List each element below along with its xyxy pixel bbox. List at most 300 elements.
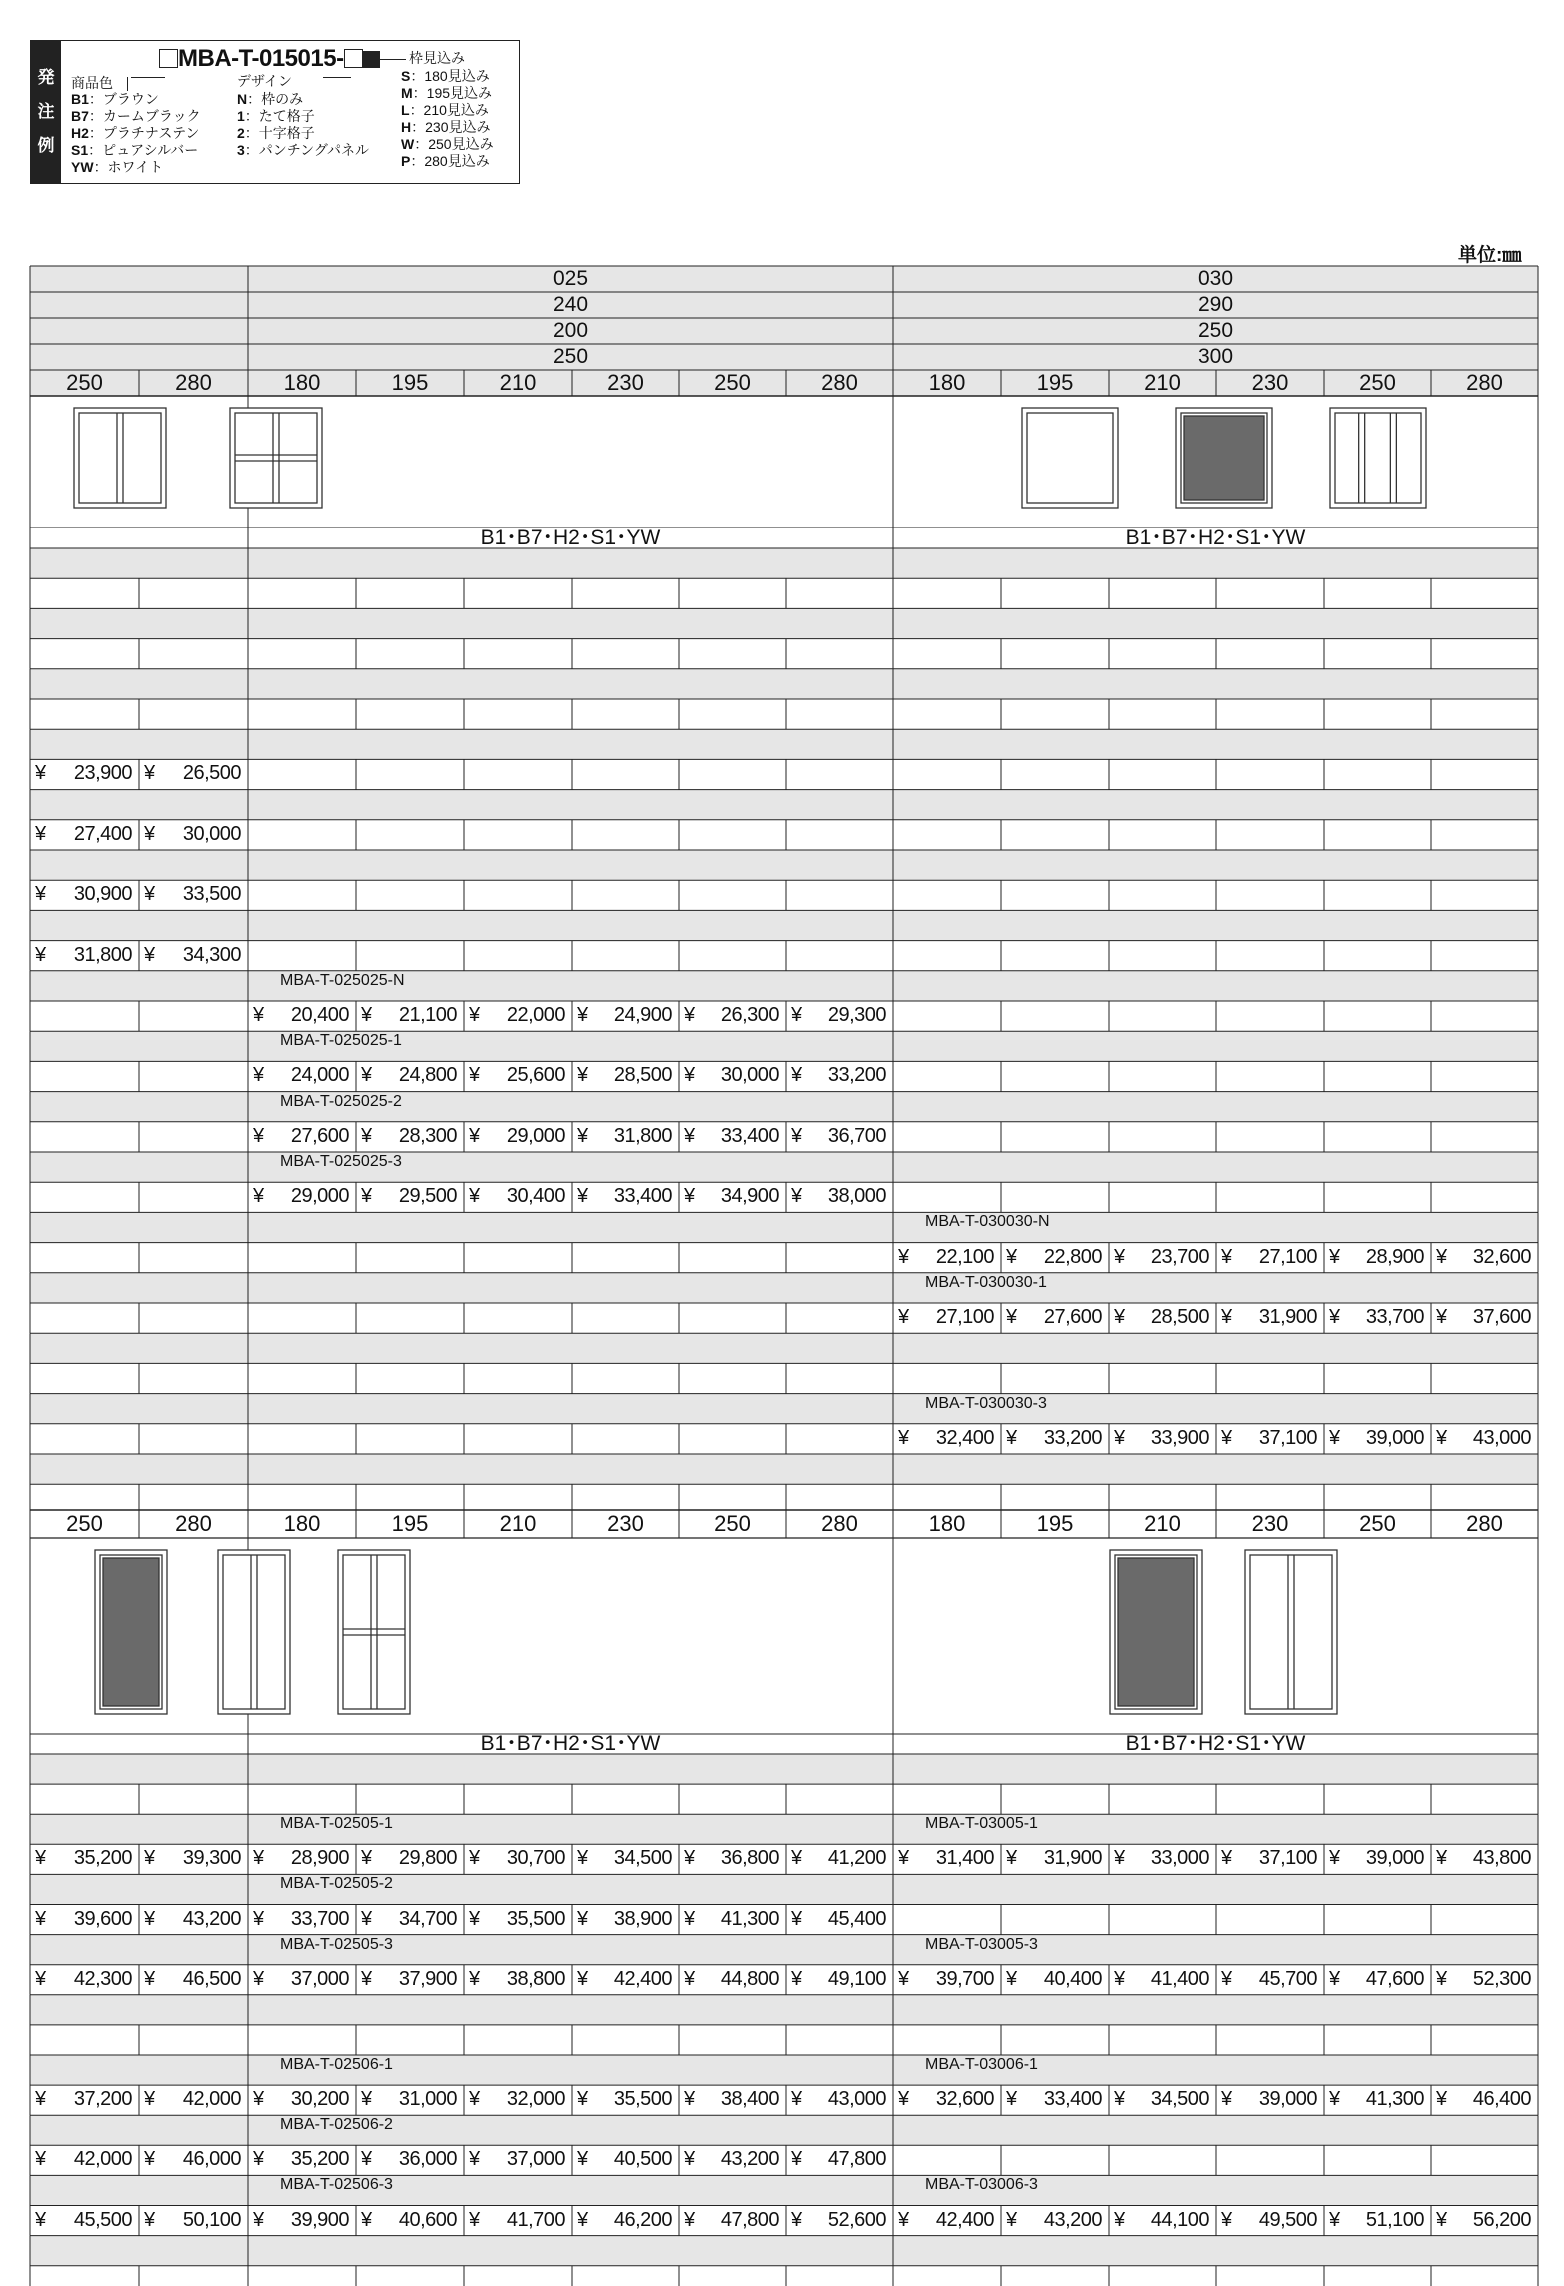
yen-symbol: ¥ (361, 1847, 373, 1870)
yen-symbol: ¥ (469, 1847, 481, 1870)
yen-symbol: ¥ (253, 1907, 265, 1930)
price-value: 42,000 (182, 2088, 241, 2111)
price-cell (356, 2209, 464, 2235)
model-code: MBA-T-030030-N (925, 1213, 1050, 1231)
price-value: 24,800 (398, 1064, 457, 1087)
price-value: 35,500 (506, 1907, 565, 1930)
price-value: 29,000 (506, 1124, 565, 1147)
depth-header-cell: 210 (499, 1511, 537, 1536)
price-value: 39,900 (290, 2208, 349, 2231)
price-cell (1001, 2209, 1109, 2235)
price-value: 40,400 (1043, 1967, 1102, 1990)
price-cell (1216, 1427, 1324, 1453)
price-cell (679, 2148, 786, 2174)
yen-symbol: ¥ (144, 822, 156, 845)
tab-char: 例 (37, 136, 55, 155)
price-cell (464, 2088, 572, 2114)
yen-symbol: ¥ (144, 1847, 156, 1870)
depth-header-cell: 210 (1144, 370, 1181, 395)
yen-symbol: ¥ (144, 2088, 156, 2111)
price-cell (1109, 1427, 1216, 1453)
price-value: 42,400 (613, 1967, 672, 1990)
model-code: MBA-T-030030-3 (925, 1394, 1047, 1412)
yen-symbol: ¥ (1436, 1306, 1448, 1328)
depth-header-cell: 250 (714, 370, 751, 395)
yen-symbol: ¥ (1221, 1306, 1233, 1328)
yen-symbol: ¥ (253, 2148, 265, 2171)
price-value: 22,100 (935, 1245, 994, 1268)
yen-symbol: ¥ (791, 1064, 803, 1087)
depth-header-cell: 180 (283, 370, 321, 395)
price-cell (139, 1908, 248, 1934)
price-cell (464, 2148, 572, 2174)
yen-symbol: ¥ (1221, 1967, 1233, 1990)
row-shade (30, 1995, 1538, 2025)
model-code: MBA-T-02506-2 (280, 2116, 393, 2134)
price-value: 41,300 (1365, 2088, 1424, 2111)
price-value: 41,200 (827, 1847, 886, 1870)
price-cell (248, 1185, 356, 1211)
price-value: 45,500 (73, 2208, 132, 2231)
price-cell (1001, 1427, 1109, 1453)
price-value: 49,100 (827, 1967, 886, 1990)
depth-header-cell: 250 (66, 370, 103, 395)
price-cell (679, 1064, 786, 1090)
depth-header-cell: 180 (283, 1511, 321, 1536)
price-value: 37,000 (506, 2148, 565, 2171)
price-value: 39,700 (935, 1967, 994, 1990)
yen-symbol: ¥ (1329, 1245, 1341, 1268)
yen-symbol: ¥ (253, 1004, 265, 1026)
yen-symbol: ¥ (1329, 1847, 1341, 1870)
depth-header-cell: 280 (821, 1511, 858, 1536)
price-value: 56,200 (1472, 2208, 1531, 2231)
yen-symbol: ¥ (253, 2208, 265, 2231)
yen-symbol: ¥ (361, 1124, 373, 1147)
price-value: 49,500 (1258, 2208, 1317, 2231)
price-cell (893, 1427, 1001, 1453)
price-value: 21,100 (398, 1004, 457, 1026)
legend-color-item: S1：ピュアシルバー (71, 142, 199, 158)
yen-symbol: ¥ (1114, 2088, 1126, 2111)
price-value: 37,600 (1472, 1306, 1531, 1328)
model-025 (280, 1093, 700, 1121)
price-value: 27,600 (290, 1124, 349, 1147)
price-cell (356, 1908, 464, 1934)
size-030-header-cell: 030 (1197, 267, 1234, 290)
legend-design-item: 1：たて格子 (237, 108, 315, 124)
price-cell (356, 2148, 464, 2174)
price-cell (248, 2209, 356, 2235)
row-shade (30, 2236, 1538, 2266)
price-value: 34,500 (613, 1847, 672, 1870)
depth-header-cell: 230 (607, 1511, 644, 1536)
price-cell (786, 2209, 893, 2235)
price-value: 30,200 (290, 2088, 349, 2111)
price-value: 33,000 (1150, 1847, 1209, 1870)
price-cell (1431, 1306, 1538, 1332)
price-value: 36,700 (827, 1124, 886, 1147)
yen-symbol: ¥ (35, 2148, 47, 2171)
price-cell (1216, 2209, 1324, 2235)
depth-header-cell: 195 (1036, 1511, 1074, 1536)
legend-design-item: N：枠のみ (237, 91, 304, 107)
price-value: 28,900 (290, 1847, 349, 1870)
price-cell (1431, 1847, 1538, 1873)
price-cell (679, 1125, 786, 1151)
price-value: 46,500 (182, 1967, 241, 1990)
legend-depth-item: H：230見込み (401, 119, 491, 135)
yen-symbol: ¥ (684, 1064, 696, 1087)
tab-char: 発 (37, 68, 55, 87)
price-cell (30, 883, 139, 909)
price-value: 37,900 (398, 1967, 457, 1990)
yen-symbol: ¥ (1114, 2208, 1126, 2231)
price-value: 31,900 (1258, 1306, 1317, 1328)
yen-symbol: ¥ (1221, 1847, 1233, 1870)
yen-symbol: ¥ (469, 1185, 481, 1208)
price-value: 23,700 (1150, 1245, 1209, 1268)
yen-symbol: ¥ (253, 2088, 265, 2111)
price-value: 46,400 (1472, 2088, 1531, 2111)
legend-design-item: 2：十字格子 (237, 125, 315, 141)
size-025-header-cell: 025 (552, 267, 589, 290)
yen-symbol: ¥ (361, 1185, 373, 1208)
yen-symbol: ¥ (898, 1306, 910, 1328)
yen-symbol: ¥ (144, 943, 156, 966)
price-cell (464, 1125, 572, 1151)
yen-symbol: ¥ (577, 1185, 589, 1208)
size-025-header-cell: 250 (552, 345, 589, 368)
vertical-design-icon (1245, 1550, 1337, 1714)
price-value: 44,100 (1150, 2208, 1209, 2231)
model-025 (280, 972, 700, 1000)
price-value: 38,400 (720, 2088, 779, 2111)
price-cell (1109, 1968, 1216, 1994)
model-025 (280, 1032, 700, 1060)
price-cell (786, 1125, 893, 1151)
price-cell (679, 1908, 786, 1934)
model-code: MBA-T-030030-1 (925, 1273, 1047, 1291)
yen-symbol: ¥ (144, 883, 156, 906)
price-value: 27,400 (73, 822, 132, 845)
depth-header-cell: 280 (821, 370, 858, 395)
price-cell (786, 1908, 893, 1934)
price-cell (786, 2148, 893, 2174)
price-cell (1431, 1968, 1538, 1994)
price-value: 28,500 (613, 1064, 672, 1087)
model-code: MBA-T-025025-N (280, 971, 405, 989)
price-value: 47,800 (827, 2148, 886, 2171)
price-value: 33,700 (1365, 1306, 1424, 1328)
price-cell (893, 1968, 1001, 1994)
price-value: 42,000 (73, 2148, 132, 2171)
price-cell (139, 2088, 248, 2114)
price-value: 44,800 (720, 1967, 779, 1990)
price-cell (139, 762, 248, 788)
price-cell (1324, 1427, 1431, 1453)
model-bottom-025 (280, 1815, 700, 1843)
price-cell (1001, 1306, 1109, 1332)
yen-symbol: ¥ (898, 2088, 910, 2111)
price-value: 26,500 (182, 762, 241, 785)
price-cell (786, 1968, 893, 1994)
price-value: 26,300 (720, 1004, 779, 1026)
yen-symbol: ¥ (1114, 1847, 1126, 1870)
price-value: 38,800 (506, 1967, 565, 1990)
cross-design-icon (230, 408, 322, 508)
row-shade (30, 971, 1538, 1001)
yen-symbol: ¥ (469, 1004, 481, 1026)
price-cell (30, 762, 139, 788)
price-cell (356, 1064, 464, 1090)
yen-symbol: ¥ (898, 2208, 910, 2231)
price-cell (248, 1125, 356, 1151)
price-value: 51,100 (1365, 2208, 1424, 2231)
price-cell (356, 1125, 464, 1151)
price-cell (30, 1968, 139, 1994)
price-cell (786, 1004, 893, 1030)
model-bottom-025 (280, 2176, 700, 2204)
price-cell (1216, 1306, 1324, 1332)
price-value: 32,600 (935, 2088, 994, 2111)
price-value: 27,600 (1043, 1306, 1102, 1328)
price-value: 33,500 (182, 883, 241, 906)
design-heading: デザイン (237, 73, 293, 89)
row-shade (30, 2115, 1538, 2145)
legend-depth-item: S：180見込み (401, 68, 490, 84)
depth-header-cell: 195 (391, 370, 429, 395)
price-value: 37,100 (1258, 1426, 1317, 1449)
model-code: MBA-T-025025-3 (280, 1153, 402, 1170)
price-cell (572, 1004, 679, 1030)
price-value: 28,500 (1150, 1306, 1209, 1328)
punching-design-icon (1176, 408, 1272, 508)
price-cell (893, 1306, 1001, 1332)
price-value: 33,400 (613, 1185, 672, 1208)
price-value: 37,000 (290, 1967, 349, 1990)
yen-symbol: ¥ (361, 1967, 373, 1990)
model-code: MBA-T-02506-3 (280, 2176, 393, 2194)
yen-symbol: ¥ (1329, 1967, 1341, 1990)
yen-symbol: ¥ (35, 822, 47, 845)
depth-header-cell: 210 (499, 370, 537, 395)
price-cell (1324, 2088, 1431, 2114)
yen-symbol: ¥ (1006, 1967, 1018, 1990)
price-cell (464, 1847, 572, 1873)
price-cell (1109, 2088, 1216, 2114)
legend-depth-item: L：210見込み (401, 102, 489, 118)
price-value: 45,700 (1258, 1967, 1317, 1990)
price-value: 33,200 (827, 1064, 886, 1087)
price-value: 32,400 (935, 1426, 994, 1449)
row-shade (30, 910, 1538, 940)
price-value: 33,400 (1043, 2088, 1102, 2111)
legend-design-item: 3：パンチングパネル (237, 142, 369, 158)
price-value: 27,100 (1258, 1245, 1317, 1268)
yen-symbol: ¥ (684, 2148, 696, 2171)
price-value: 43,200 (720, 2148, 779, 2171)
yen-symbol: ¥ (791, 1124, 803, 1147)
size-025-header-cell: 240 (552, 293, 589, 316)
price-cell (1431, 2088, 1538, 2114)
price-cell (356, 1968, 464, 1994)
yen-symbol: ¥ (684, 1185, 696, 1208)
row-shade (30, 1152, 1538, 1182)
price-value: 22,000 (506, 1004, 565, 1026)
yen-symbol: ¥ (791, 2088, 803, 2111)
yen-symbol: ¥ (791, 2148, 803, 2171)
yen-symbol: ¥ (1221, 1426, 1233, 1449)
yen-symbol: ¥ (469, 2148, 481, 2171)
price-value: 28,900 (1365, 1245, 1424, 1268)
price-cell (30, 2088, 139, 2114)
price-value: 40,600 (398, 2208, 457, 2231)
yen-symbol: ¥ (1114, 1967, 1126, 1990)
price-value: 36,800 (720, 1847, 779, 1870)
price-value: 43,200 (1043, 2208, 1102, 2231)
size-030-header-cell: 290 (1197, 293, 1234, 316)
yen-symbol: ¥ (1221, 1245, 1233, 1268)
price-cell (1216, 2088, 1324, 2114)
model-code: MBA-T-03006-1 (925, 2056, 1038, 2073)
model-bottom-030 (925, 2176, 1345, 2204)
color-codes-label-bottom-030: B1･B7･H2･S1･YW (1125, 1732, 1306, 1755)
yen-symbol: ¥ (35, 762, 47, 785)
depth-header-cell: 280 (175, 370, 212, 395)
price-cell (572, 1847, 679, 1873)
price-cell (464, 2209, 572, 2235)
price-value: 37,100 (1258, 1847, 1317, 1870)
yen-symbol: ¥ (144, 1967, 156, 1990)
price-cell (1431, 2209, 1538, 2235)
model-code: MBA-T-03005-1 (925, 1815, 1038, 1833)
yen-symbol: ¥ (1436, 1967, 1448, 1990)
model-code: MBA-T-025025-2 (280, 1092, 402, 1110)
row-shade (30, 548, 1538, 578)
yen-symbol: ¥ (577, 1967, 589, 1990)
price-value: 31,900 (1043, 1847, 1102, 1870)
model-code: MBA-T-025025-1 (280, 1032, 402, 1050)
yen-symbol: ¥ (1329, 1306, 1341, 1328)
price-cell (139, 883, 248, 909)
yen-symbol: ¥ (898, 1967, 910, 1990)
price-value: 28,300 (398, 1124, 457, 1147)
yen-symbol: ¥ (1114, 1245, 1126, 1268)
yen-symbol: ¥ (1436, 1426, 1448, 1449)
price-cell (356, 1185, 464, 1211)
yen-symbol: ¥ (898, 1847, 910, 1870)
price-value: 39,000 (1365, 1426, 1424, 1449)
yen-symbol: ¥ (1436, 2088, 1448, 2111)
yen-symbol: ¥ (469, 2088, 481, 2111)
row-shade (30, 729, 1538, 759)
yen-symbol: ¥ (684, 1004, 696, 1026)
price-cell (30, 1908, 139, 1934)
depth-header-cell: 250 (1359, 370, 1396, 395)
yen-symbol: ¥ (1436, 2208, 1448, 2231)
size-030-header-cell: 250 (1197, 319, 1234, 342)
price-cell (572, 2148, 679, 2174)
price-value: 34,300 (182, 943, 241, 966)
price-cell (1109, 2209, 1216, 2235)
price-value: 30,400 (506, 1185, 565, 1208)
price-value: 20,400 (290, 1004, 349, 1026)
yen-symbol: ¥ (684, 2208, 696, 2231)
legend-color-item: B1：ブラウン (71, 91, 159, 107)
price-cell (356, 1004, 464, 1030)
depth-header-cell: 250 (1359, 1511, 1396, 1536)
size-030-header-cell: 300 (1197, 345, 1234, 368)
price-value: 39,300 (182, 1847, 241, 1870)
price-value: 43,000 (1472, 1426, 1531, 1449)
price-value: 41,700 (506, 2208, 565, 2231)
model-code: MBA-T-02505-2 (280, 1875, 393, 1893)
yen-symbol: ¥ (469, 1124, 481, 1147)
price-value: 30,700 (506, 1847, 565, 1870)
price-value: 52,600 (827, 2208, 886, 2231)
price-value: 32,600 (1472, 1245, 1531, 1268)
model-code: MBA-T-03006-3 (925, 2176, 1038, 2194)
legend-depth-item: M：195見込み (401, 85, 493, 101)
row-shade (30, 1874, 1538, 1904)
row-shade (30, 669, 1538, 699)
yen-symbol: ¥ (144, 2148, 156, 2171)
punching-design-icon (95, 1550, 167, 1714)
price-cell (679, 2209, 786, 2235)
yen-symbol: ¥ (1006, 2208, 1018, 2231)
legend-color-item: H2：プラチナステン (71, 125, 200, 141)
cross-design-icon (338, 1550, 410, 1714)
row-shade (30, 1031, 1538, 1061)
tab-char: 注 (37, 102, 55, 121)
row-shade (30, 1454, 1538, 1484)
price-cell (1001, 1847, 1109, 1873)
yen-symbol: ¥ (1006, 1847, 1018, 1870)
price-cell (464, 1968, 572, 1994)
price-cell (248, 2088, 356, 2114)
price-cell (893, 2088, 1001, 2114)
price-cell (1324, 2209, 1431, 2235)
price-value: 35,500 (613, 2088, 672, 2111)
price-value: 38,000 (827, 1185, 886, 1208)
yen-symbol: ¥ (791, 1907, 803, 1930)
price-cell (1109, 1847, 1216, 1873)
price-value: 39,000 (1258, 2088, 1317, 2111)
price-value: 29,800 (398, 1847, 457, 1870)
price-cell (139, 2209, 248, 2235)
price-cell (572, 2209, 679, 2235)
price-value: 41,300 (720, 1907, 779, 1930)
yen-symbol: ¥ (35, 2208, 47, 2231)
yen-symbol: ¥ (577, 2148, 589, 2171)
price-value: 43,200 (182, 1907, 241, 1930)
price-cell (248, 1064, 356, 1090)
price-cell (356, 1847, 464, 1873)
yen-symbol: ¥ (35, 2088, 47, 2111)
color-codes-label-bottom-025: B1･B7･H2･S1･YW (480, 1732, 661, 1755)
price-value: 50,100 (182, 2208, 241, 2231)
color-heading: 商品色 (71, 75, 113, 91)
model-bottom-025 (280, 1875, 700, 1903)
yen-symbol: ¥ (469, 2208, 481, 2231)
price-cell (139, 2148, 248, 2174)
price-cell (786, 1185, 893, 1211)
price-value: 27,100 (935, 1306, 994, 1328)
price-cell (572, 1908, 679, 1934)
price-value: 43,800 (1472, 1847, 1531, 1870)
price-cell (464, 1064, 572, 1090)
